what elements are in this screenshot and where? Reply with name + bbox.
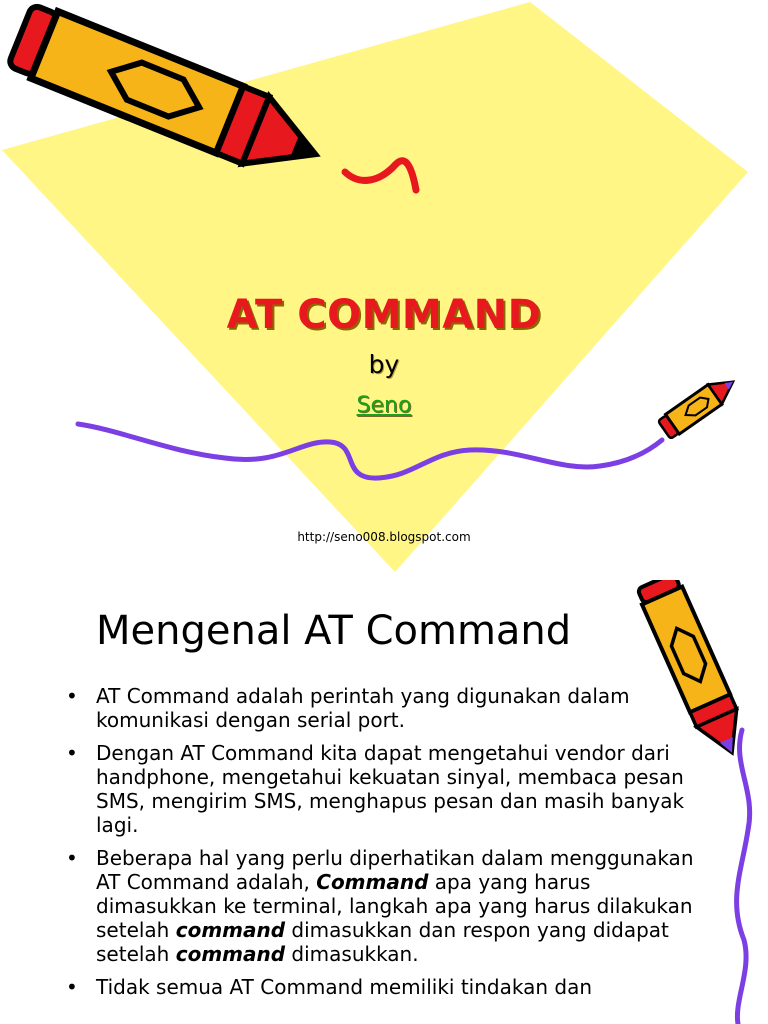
emphasized-term: Command: [316, 870, 429, 894]
scribble-line-vertical: [737, 730, 750, 1024]
bullet-item: [66, 684, 706, 732]
content-slide: [0, 580, 768, 1024]
bullet-text: dimasukkan dan respon yang didapat setelah: [96, 918, 669, 966]
bullet-text: Beberapa hal yang perlu diperhatikan dalam menggunakan AT Command adalah,: [96, 846, 694, 894]
slide-heading: Mengenal AT Command: [96, 608, 572, 654]
bullet-marker: •: [66, 975, 78, 999]
byline-label: by: [368, 350, 400, 379]
bullet-text: dimasukkan.: [285, 942, 419, 966]
emphasized-term: command: [175, 942, 286, 966]
emphasized-term: command: [175, 918, 286, 942]
bullet-item: [66, 846, 706, 966]
bullet-list: [66, 684, 706, 1008]
bullet-text: Dengan AT Command kita dapat mengetahui vendor dari handphone, mengetahui kekuatan sinyal, membaca pesan SMS, mengirim SMS, menghapus pesan dan masih banyak lagi.: [96, 741, 685, 837]
slide-title: AT COMMAND: [226, 292, 542, 338]
bullet-text: Tidak semua AT Command memiliki tindakan dan: [96, 975, 593, 999]
author-link[interactable]: Seno: [356, 393, 412, 418]
bullet-marker: •: [66, 846, 78, 870]
bullet-text: AT Command adalah perintah yang digunakan dalam komunikasi dengan serial port.: [96, 684, 630, 732]
bullet-item: [66, 975, 706, 999]
bullet-marker: •: [66, 741, 78, 765]
bullet-item: [66, 741, 706, 837]
bullet-marker: •: [66, 684, 78, 708]
bullet-text: apa yang harus dimasukkan ke terminal, langkah apa yang harus dilakukan setelah: [96, 870, 693, 942]
blog-url: http://seno008.blogspot.com: [297, 530, 471, 544]
